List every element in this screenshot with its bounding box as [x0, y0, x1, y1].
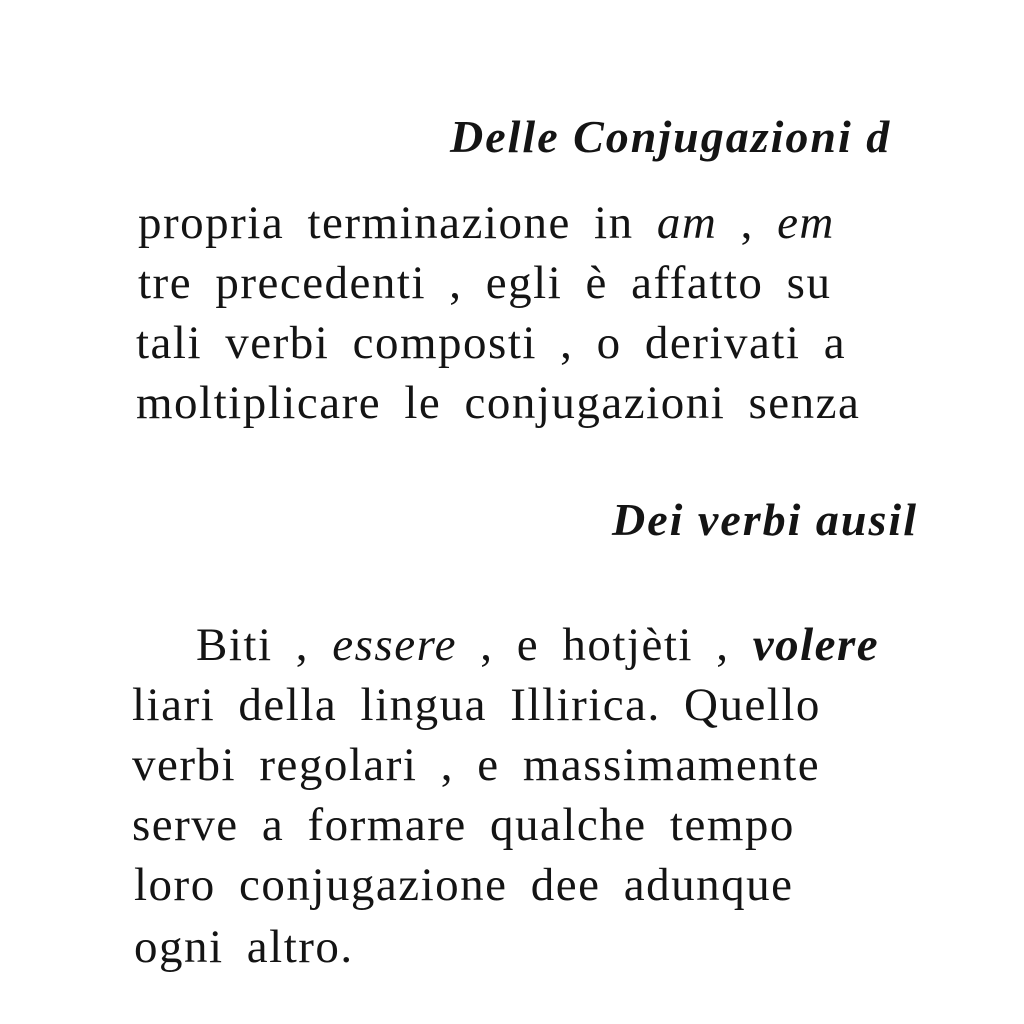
paragraph-line: [132, 799, 795, 851]
paragraph-line: [136, 377, 861, 429]
paragraph-line: [196, 619, 880, 671]
italic-term: essere: [332, 619, 457, 671]
paragraph-line: [132, 739, 821, 791]
paragraph-line: [132, 679, 821, 731]
line-text: tre precedenti , egli è affatto su: [138, 257, 832, 309]
paragraph-line: [134, 859, 794, 911]
italic-term: volere: [752, 619, 880, 671]
paragraph-line: [134, 921, 354, 973]
line-text: verbi regolari , e massimamente: [132, 739, 821, 791]
line-text: Biti ,: [196, 619, 333, 671]
line-text: loro conjugazione dee adunque: [134, 859, 794, 911]
paragraph-line: [138, 257, 832, 309]
italic-term: em: [777, 197, 835, 249]
line-text: liari della lingua Illirica. Quello: [132, 679, 821, 731]
line-text: ,: [717, 197, 778, 249]
section-heading-conjugations: Delle Conjugazioni d: [450, 111, 892, 162]
paragraph-line: [136, 317, 847, 369]
line-text: tali verbi composti , o derivati a: [136, 317, 847, 369]
line-text: propria terminazione in: [138, 197, 657, 249]
line-text: serve a formare qualche tempo: [132, 799, 795, 851]
line-text: moltiplicare le conjugazioni senza: [136, 377, 861, 429]
line-text: , e hotjèti ,: [457, 619, 753, 671]
line-text: ogni altro.: [134, 921, 354, 973]
italic-term: am: [656, 197, 718, 249]
section-heading-auxiliary-verbs: Dei verbi ausil: [612, 494, 918, 545]
paragraph-line: [138, 197, 835, 249]
